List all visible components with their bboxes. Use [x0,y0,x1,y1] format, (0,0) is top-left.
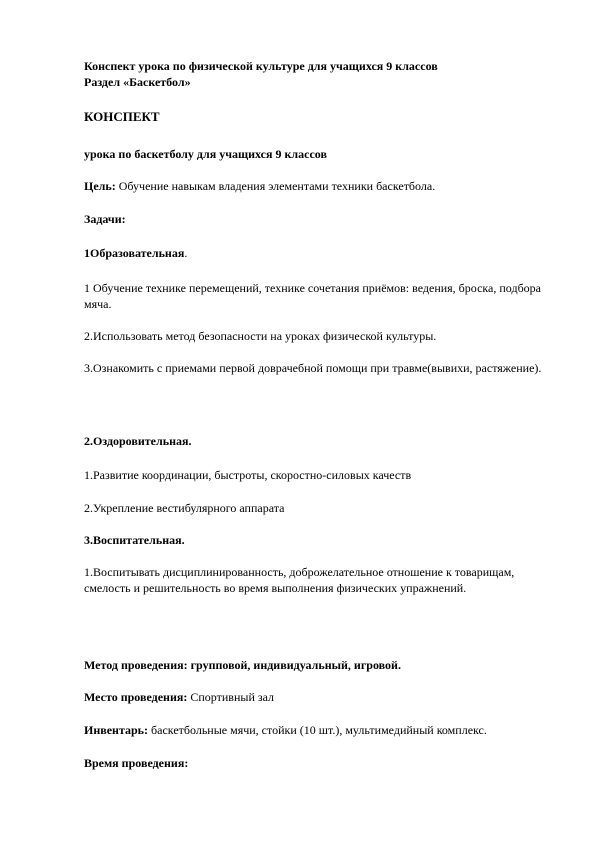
place-label: Место проведения: [84,690,188,704]
health-item-2: 2.Укрепление вестибулярного аппарата [84,501,285,515]
place-line [84,689,274,705]
inventory-text: баскетбольные мячи, стойки (10 шт.), мультимедийный комплекс. [148,723,487,737]
edu-item-2: 2.Использовать метод безопасности на уроках физической культуры. [84,329,437,343]
edu-item-1: 1 Обучение технике перемещений, технике сочетания приёмов: ведения, броска, подбора мяча. [84,281,541,311]
inventory-line [84,722,487,738]
goal-line [84,178,435,194]
edu-heading-dot: . [184,246,188,260]
edu-heading: 1Образовательная [84,246,185,260]
konspekt-title: КОНСПЕКТ [84,109,160,124]
upbringing-item-1: 1.Воспитывать дисциплинированность, доброжелательное отношение к товарищам, смелость и решительность во время выполнения физических упражнений. [84,565,515,595]
time-label: Время проведения: [84,756,189,770]
edu-item-3: 3.Ознакомить с приемами первой доврачебной помощи при травме(вывихи, растяжение). [84,361,542,375]
tasks-heading: Задачи: [84,212,126,226]
goal-text: Обучение навыкам владения элементами техники баскетбола. [115,179,436,193]
place-text: Спортивный зал [187,690,275,704]
inventory-label: Инвентарь: [84,723,149,737]
health-heading: 2.Оздоровительная. [84,434,192,448]
header-line-1: Конспект урока по физической культуре для учащихся 9 классов [84,59,438,73]
upbringing-heading: 3.Воспитательная. [84,533,185,547]
subtitle: урока по баскетболу для учащихся 9 классов [84,147,327,161]
header-line-2: Раздел «Баскетбол» [84,75,191,89]
edu-heading-line [84,245,187,261]
goal-label: Цель: [84,179,116,193]
health-item-1: 1.Развитие координации, быстроты, скоростно-силовых качеств [84,468,412,482]
method-line: Метод проведения: групповой, индивидуальный, игровой. [84,658,401,672]
